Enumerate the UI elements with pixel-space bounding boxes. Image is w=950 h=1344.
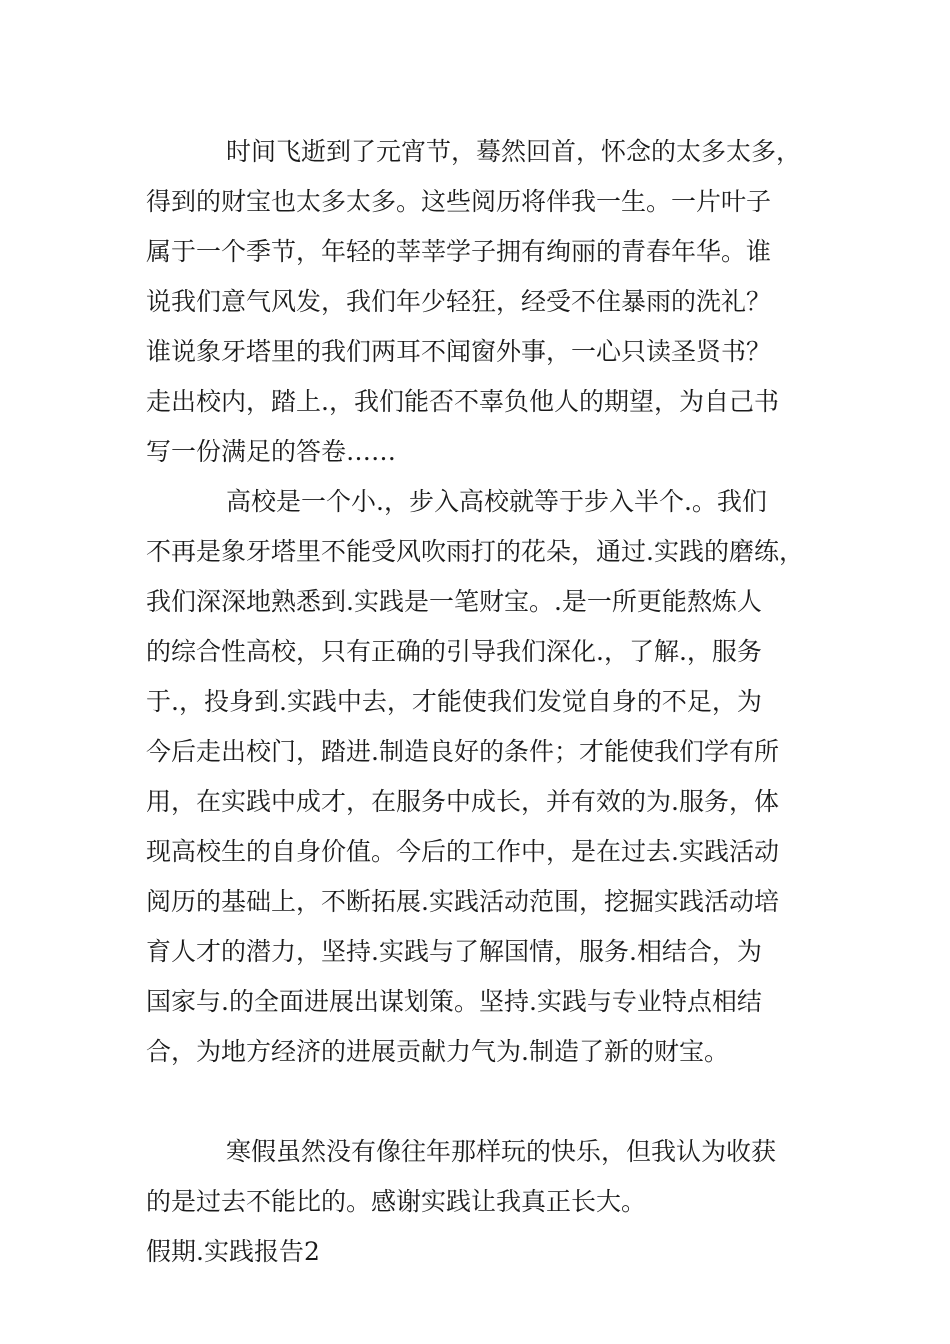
text-line: 现高校生的自身价值。今后的工作中，是在过去.实践活动 bbox=[146, 837, 779, 866]
text-line: 国家与.的全面进展出谋划策。坚持.实践与专业特点相结 bbox=[146, 987, 762, 1016]
section-heading bbox=[146, 1227, 810, 1277]
paragraph-1 bbox=[146, 127, 810, 477]
text-line: 说我们意气风发，我们年少轻狂，经受不住暴雨的洗礼？ bbox=[146, 287, 772, 316]
section-heading-text: 假期.实践报告2 bbox=[146, 1237, 320, 1266]
text-line: 的是过去不能比的。感谢实践让我真正长大。 bbox=[146, 1187, 647, 1216]
text-line: 育人才的潜力，坚持.实践与了解国情，服务.相结合，为 bbox=[146, 937, 762, 966]
text-line: 谁说象牙塔里的我们两耳不闻窗外事，一心只读圣贤书？ bbox=[146, 337, 772, 366]
text-line: 寒假虽然没有像往年那样玩的快乐，但我认为收获 bbox=[226, 1137, 777, 1166]
document-page bbox=[146, 127, 810, 1277]
text-line: 今后走出校门，踏进.制造良好的条件；才能使我们学有所 bbox=[146, 737, 779, 766]
text-line: 写一份满足的答卷…… bbox=[146, 437, 397, 466]
text-line: 我们深深地熟悉到.实践是一笔财宝。.是一所更能熬炼人 bbox=[146, 587, 762, 616]
text-line: 走出校内，踏上.，我们能否不辜负他人的期望，为自己书 bbox=[146, 387, 779, 416]
text-line: 阅历的基础上，不断拓展.实践活动范围，挖掘实践活动培 bbox=[146, 887, 779, 916]
text-line: 用，在实践中成才，在服务中成长，并有效的为.服务，体 bbox=[146, 787, 779, 816]
text-line: 合，为地方经济的进展贡献力气为.制造了新的财宝。 bbox=[146, 1037, 729, 1066]
text-line: 高校是一个小.，步入高校就等于步入半个.。我们 bbox=[226, 487, 767, 516]
text-line: 于.，投身到.实践中去，才能使我们发觉自身的不足，为 bbox=[146, 687, 762, 716]
text-line: 不再是象牙塔里不能受风吹雨打的花朵，通过.实践的磨练， bbox=[146, 537, 804, 566]
text-line: 的综合性高校，只有正确的引导我们深化.，了解.，服务 bbox=[146, 637, 762, 666]
text-line: 时间飞逝到了元宵节，蓦然回首，怀念的太多太多， bbox=[226, 137, 802, 166]
text-line: 属于一个季节，年轻的莘莘学子拥有绚丽的青春年华。谁 bbox=[146, 237, 772, 266]
paragraph-3 bbox=[146, 1127, 810, 1227]
paragraph-2 bbox=[146, 477, 810, 1127]
text-line: 得到的财宝也太多太多。这些阅历将伴我一生。一片叶子 bbox=[146, 187, 772, 216]
text-line bbox=[146, 1077, 810, 1127]
